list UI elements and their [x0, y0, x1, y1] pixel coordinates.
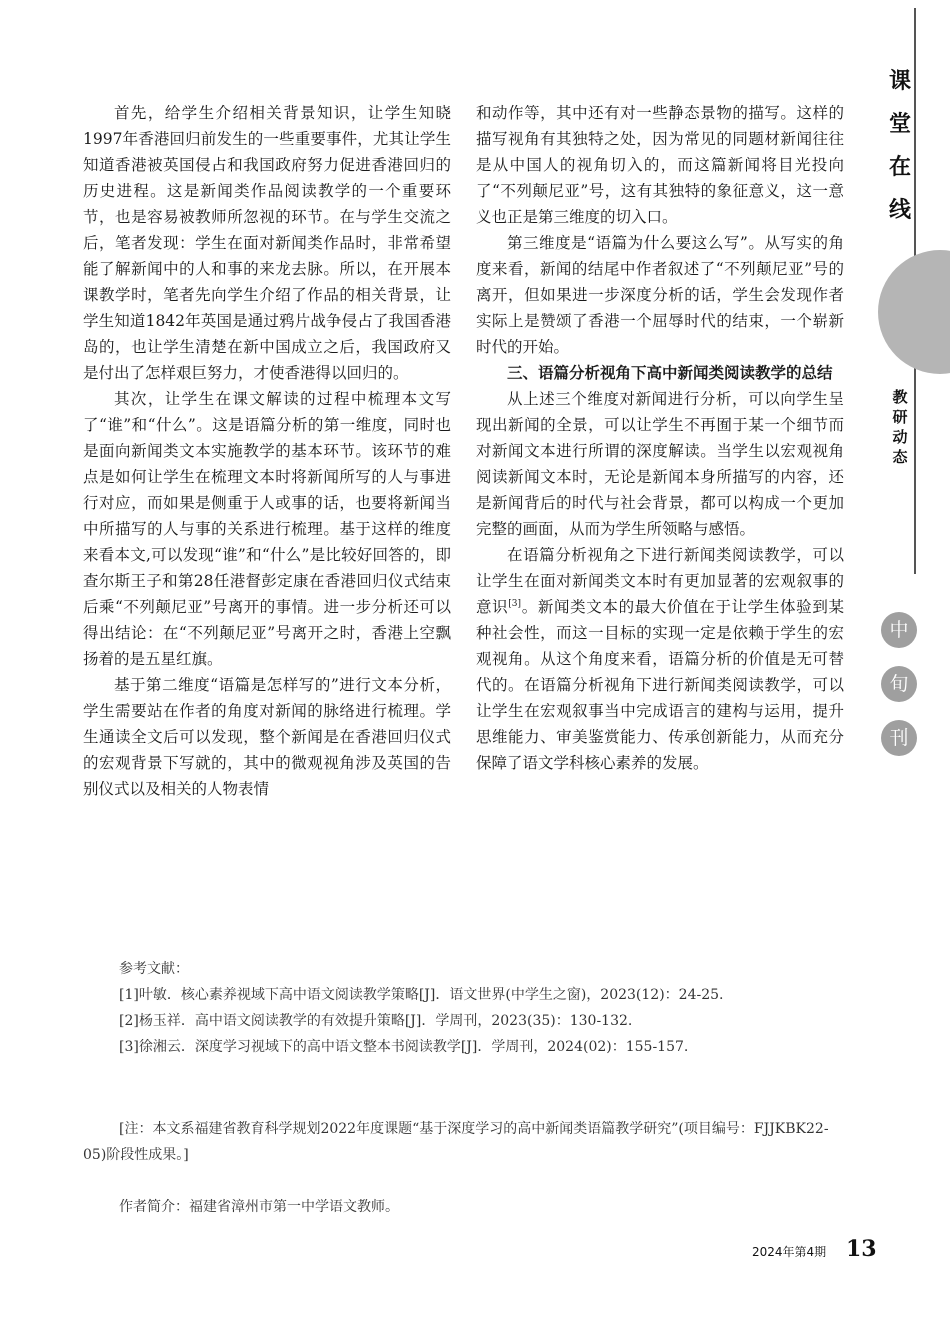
paragraph: 从上述三个维度对新闻进行分析，可以向学生呈现出新闻的全景，可以让学生不再囿于某一个细节而对新闻文本进行所谓的深度解读。当学生以宏观视角阅读新闻文本时，无论是新闻本身所描写的内容，还是新闻背后的时代与社会背景，都可以构成一个更加完整的画面，从而为学生所领略与感悟。	[476, 390, 844, 538]
paragraph: 基于第二维度“语篇是怎样写的”进行文本分析，学生需要站在作者的角度对新闻的脉络进行梳理。学生通读全文后可以发现，整个新闻是在香港回归仪式的宏观背景下写就的，其中的微观视角涉及英国的告别仪式以及相关的人物表情	[83, 676, 451, 798]
citation-marker: [3]	[508, 599, 522, 609]
reference-item: [2]杨玉祥．高中语文阅读教学的有效提升策略[J]．学周刊，2023(35)：130-132.	[119, 1013, 633, 1029]
paragraph: 首先，给学生介绍相关背景知识，让学生知晓1997年香港回归前发生的一些重要事件，尤其让学生知道香港被英国侵占和我国政府努力促进香港回归的历史进程。这是新闻类作品阅读教学的一个重要环节，也是容易被教师所忽视的环节。在与学生交流之后，笔者发现：学生在面对新闻类作品时，非常希望能了解新闻中的人和事的来龙去脉。所以，在开展本课教学时，笔者先向学生介绍了作品的相关背景，让学生知道1842年英国是通过鸦片战争侵占了我国香港岛的，也让学生清楚在新中国成立之后，我国政府又是付出了怎样艰巨努力，才使香港得以回归的。	[83, 104, 451, 382]
paragraph-text: 在语篇分析视角之下进行新闻类阅读教学，可以让学生在面对新闻类文本时有更加显著的宏观叙事的意识	[476, 546, 844, 616]
funding-note: [注：本文系福建省教育科学规划2022年度课题“基于深度学习的高中新闻类语篇教学研究”(项目编号：FJJKBK22-05)阶段性成果。]	[83, 1121, 829, 1163]
left-column	[83, 100, 451, 802]
author-bio: 作者简介：福建省漳州市第一中学语文教师。	[119, 1199, 399, 1215]
page-number: 13	[846, 1236, 877, 1262]
paragraph-text: 。新闻类文本的最大价值在于让学生体验到某种社会性，而这一目标的实现一定是依赖于学生的宏观视角。从这个角度来看，语篇分析的价值是无可替代的。在语篇分析视角下进行新闻类阅读教学，可以让学生在宏观叙事当中完成语言的建构与运用，提升思维能力、审美鉴赏能力、传承创新能力，从而充分保障了语文学科核心素养的发展。	[476, 598, 844, 772]
journal-badge: 中	[881, 612, 917, 648]
references	[83, 956, 845, 1060]
paragraph: 第三维度是“语篇为什么要这么写”。从写实的角度来看，新闻的结尾中作者叙述了“不列颠尼亚”号的离开，但如果进一步深度分析的话，学生会发现作者实际上是赞颂了香港一个屈辱时代的结束，一个崭新时代的开始。	[476, 234, 844, 356]
reference-item: [3]徐湘云．深度学习视域下的高中语文整本书阅读教学[J]．学周刊，2024(02)：155-157.	[119, 1039, 689, 1055]
issue-label: 2024年第4期	[752, 1245, 827, 1259]
journal-badge: 刊	[881, 720, 917, 756]
section-heading: 三、语篇分析视角下高中新闻类阅读教学的总结	[507, 364, 833, 382]
paragraph: 其次，让学生在课文解读的过程中梳理本文写了“谁”和“什么”。这是语篇分析的第一维度，同时也是面向新闻类文本实施教学的基本环节。该环节的难点是如何让学生在梳理文本时将新闻所写的人与事进行对应，而如果是侧重于人或事的话，也要将新闻当中所描写的人与事的关系进行梳理。基于这样的维度来看本文,可以发现“谁”和“什么”是比较好回答的，即查尔斯王子和第28任港督彭定康在香港回归仪式结束后乘“不列颠尼亚”号离开的事情。进一步分析还可以得出结论：在“不列颠尼亚”号离开之时，香港上空飘扬着的是五星红旗。	[83, 390, 451, 668]
reference-item: [1]叶敏．核心素养视域下高中语文阅读教学策略[J]．语文世界(中学生之窗)，2023(12)：24-25.	[119, 987, 724, 1003]
decorative-circle	[878, 250, 950, 374]
journal-badge: 旬	[881, 666, 917, 702]
section-subtitle: 教研动态	[892, 388, 908, 466]
paragraph	[476, 542, 844, 776]
right-column	[476, 100, 844, 776]
paragraph: 和动作等，其中还有对一些静态景物的描写。这样的描写视角有其独特之处，因为常见的同题材新闻往往是从中国人的视角切入的，而这篇新闻将目光投向了“不列颠尼亚”号，这有其独特的象征意义，这一意义也正是第三维度的切入口。	[476, 104, 844, 226]
references-heading: 参考文献：	[119, 961, 189, 977]
section-title: 课堂在线	[888, 69, 911, 223]
